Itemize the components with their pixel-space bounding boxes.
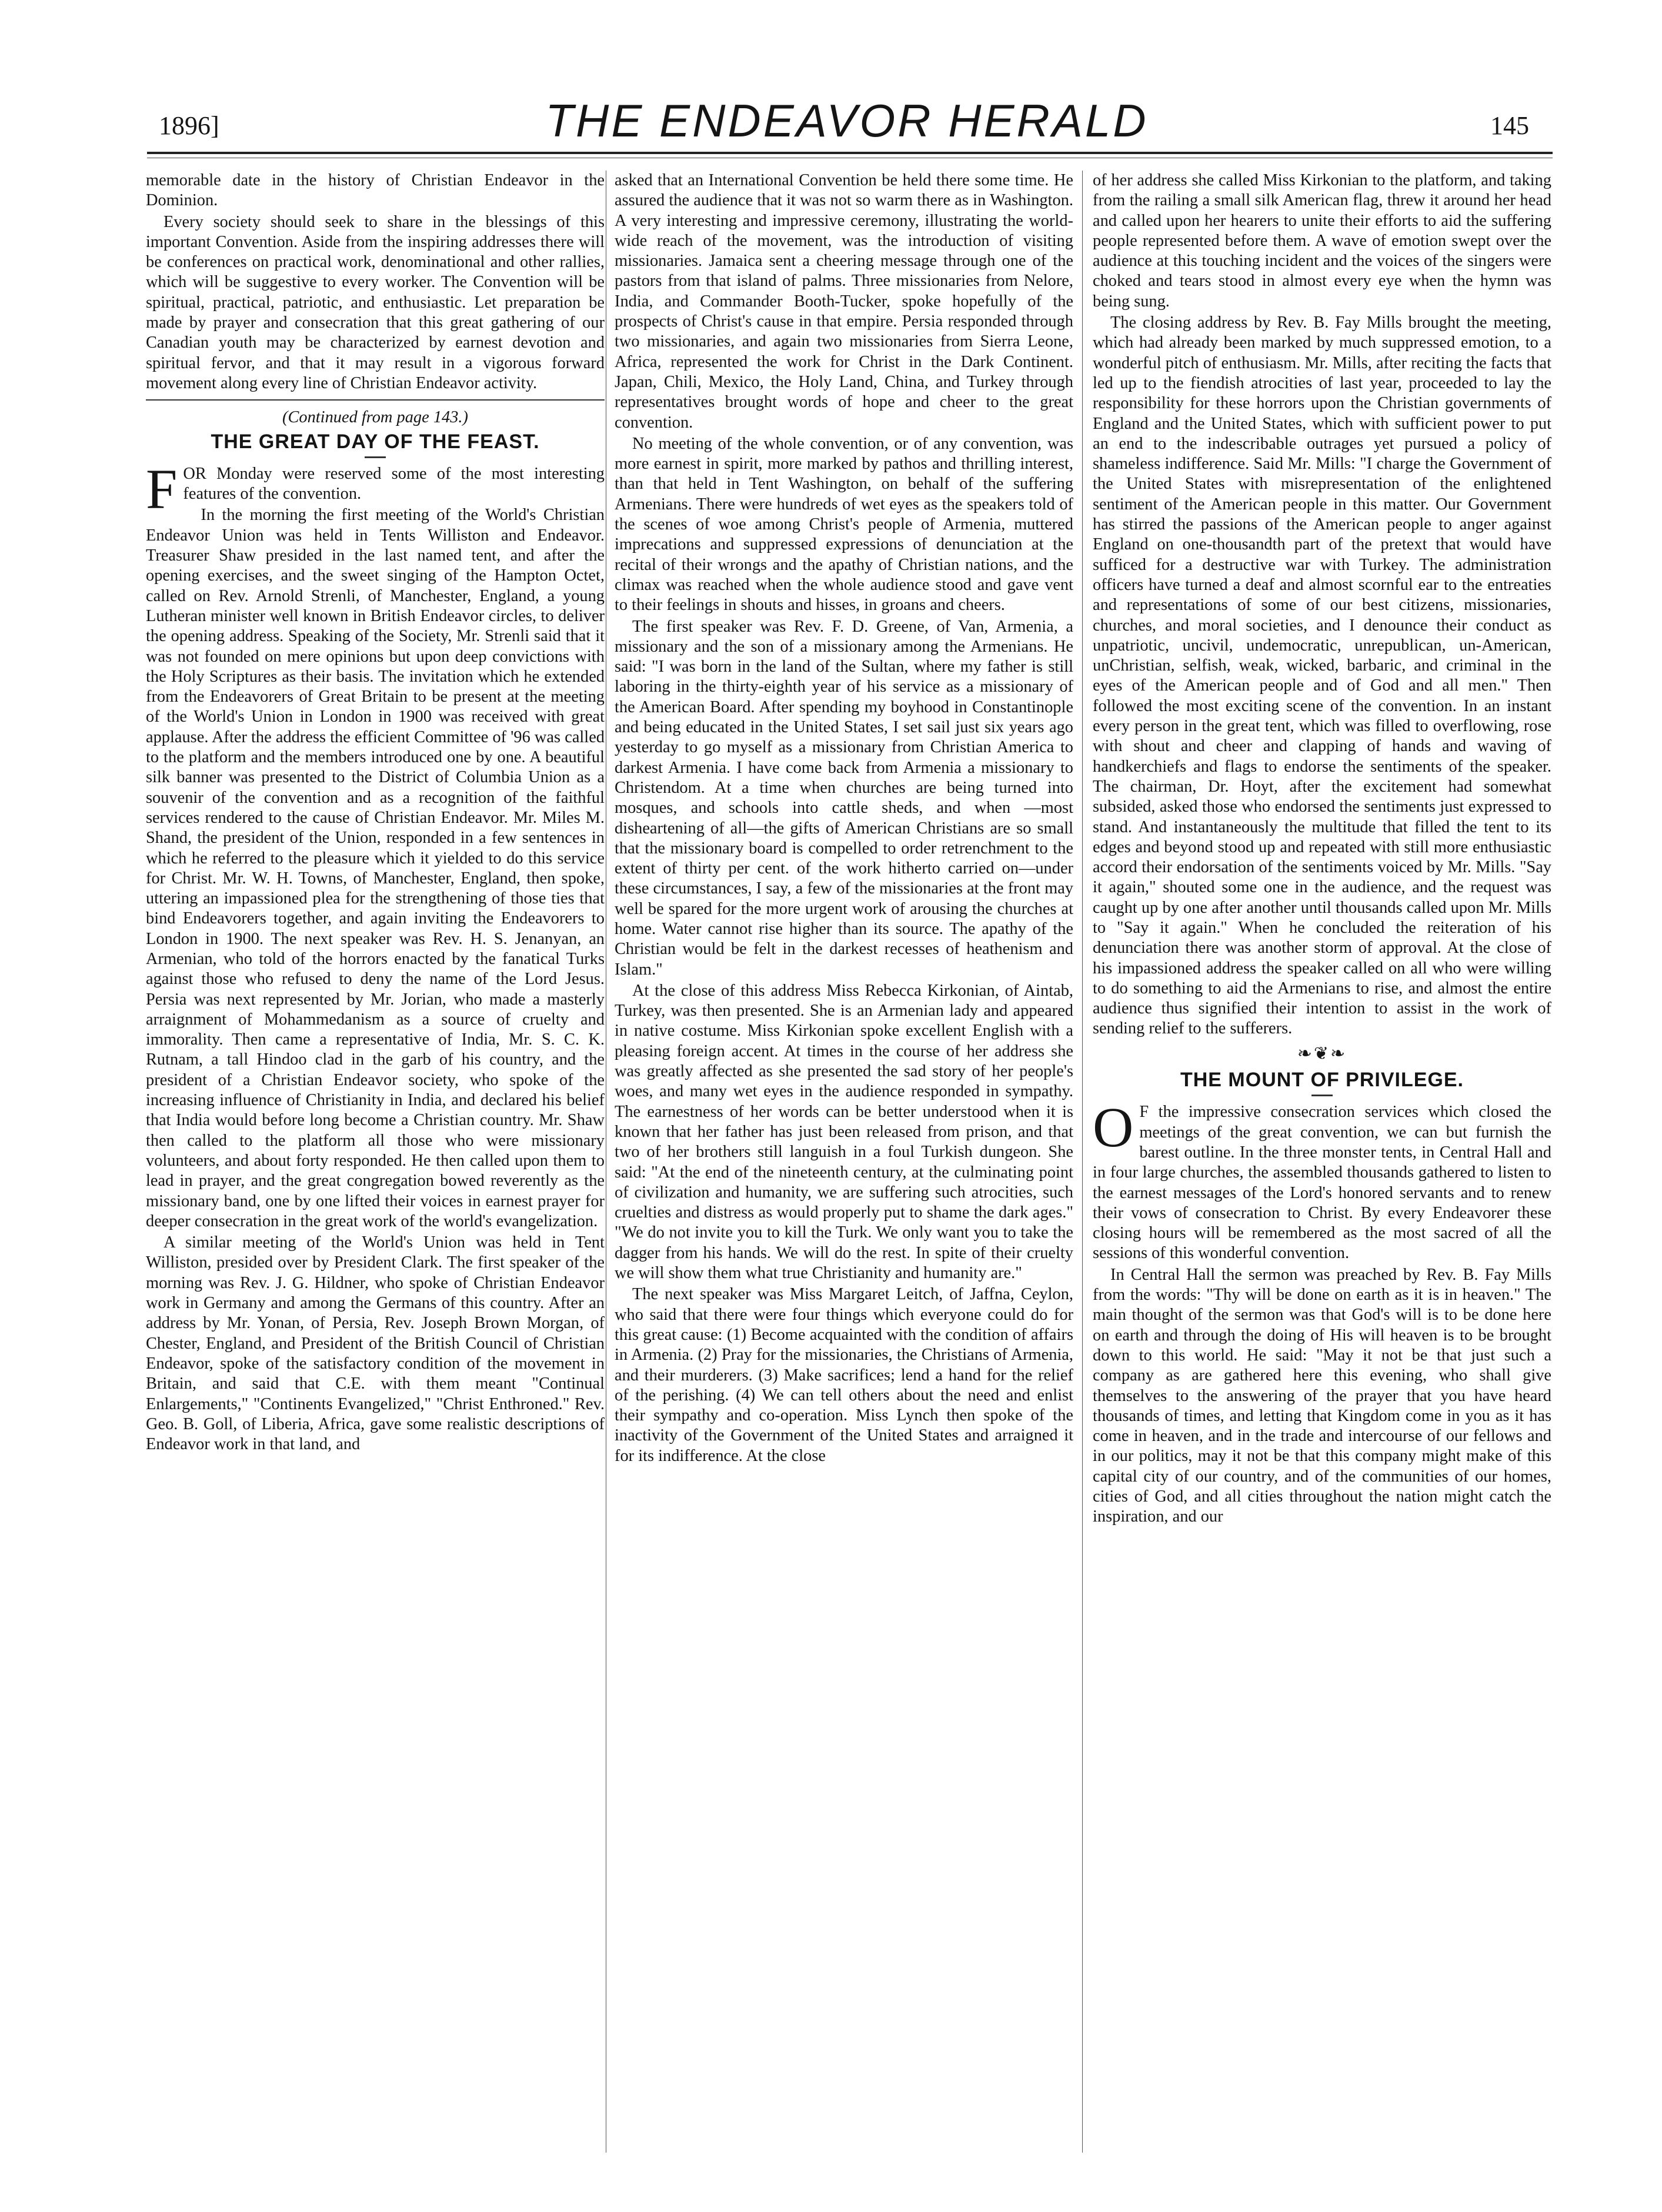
heading-rule (1311, 1095, 1333, 1096)
paragraph: Every society should seek to share in the blessings of this important Convention. Aside from the inspiring addresses there will be conferences on practical work, denominational and other rallies, which will be suggestive to every worker. The Convention will be spiritual, practical, patriotic, and enthusiastic. Let preparation be made by prayer and consecration that this great gathering of our Canadian youth may be characterized by earnest devotion and spiritual fervor, and that it may result in a vigorous forward movement along every line of Christian Endeavor activity. (146, 212, 605, 392)
section-divider (146, 399, 605, 401)
paragraph: of her address she called Miss Kirkonian to the platform, and taking from the railing a small silk American flag, threw it around her head and called upon her hearers to unite their efforts to aid the suffering people represented before them. A wave of emotion swept over the audience at this touching incident and the voices of the singers were choked and tears stood in almost every eye when the hymn was being sung. (1093, 171, 1551, 311)
paragraph: asked that an International Convention be held there some time. He assured the audience that it was not so warm there as in Washington. A very interesting and impressive ceremony, illustrating the world-wide reach of the movement, was the introduction of visiting missionaries. Jamaica sent a cheering message through one of the pastors from that island of palms. Three missionaries from Nelore, India, and Commander Booth-Tucker, spoke hopefully of the prospects of Christ's cause in that empire. Persia responded through two missionaries, and again two missionaries from Sierra Leone, Africa, represented the work for Christ in the Dark Continent. Japan, Chili, Mexico, the Holy Land, China, and Turkey through representatives brought words of hope and cheer to the great convention. (615, 171, 1073, 432)
paragraph: memorable date in the history of Christian Endeavor in the Dominion. (146, 171, 605, 210)
paragraph: In Central Hall the sermon was preached by Rev. B. Fay Mills from the words: "Thy will be done on earth as it is in heaven." The main thought of the sermon was that God's will is to be done here on earth and through the doing of His will heaven is to be brought down to this world. He said: "May it not be that just such a company as are gathered here this evening, who shall give themselves to the answering of the prayer that you have heard thousands of times, and letting that Kingdom come in you as it has come in heaven, and in the trade and intercourse of our fellows and in our politics, may it not be that this company might make of this capital city of our country, and of the communities of our homes, cities of God, and all cities throughout the nation might catch the inspiration, and our (1093, 1265, 1551, 1526)
column-3 (1093, 171, 1551, 2153)
paragraph-text: OR Monday were reserved some of the most interesting features of the convention. (183, 464, 605, 503)
article-heading: THE MOUNT OF PRIVILEGE. (1180, 1069, 1464, 1092)
page-number: 145 (1490, 111, 1529, 140)
column-rule (1082, 171, 1083, 2153)
paragraph: No meeting of the whole convention, or of any convention, was more earnest in spirit, more marked by pathos and thrilling interest, than that held in Tent Washington, on behalf of the suffering Armenians. There were hundreds of wet eyes as the speakers told of the scenes of woe among Christ's people of Armenia, muttered imprecations and suppressed expressions of denunciation at the recital of their wrongs and the apathy of Christian nations, and the climax was reached when the whole audience stood and gave vent to their feelings in shouts and hisses, in groans and cheers. (615, 434, 1073, 615)
paragraph (1093, 1096, 1551, 1263)
header-rule (147, 152, 1553, 154)
article-heading: THE GREAT DAY OF THE FEAST. (211, 430, 540, 453)
paragraph: The closing address by Rev. B. Fay Mills brought the meeting, which had already been marked by much suppressed emotion, to a wonderful pitch of enthusiasm. Mr. Mills, after reciting the facts that led up to the fiendish atrocities of last year, proceeded to lay the responsibility for these horrors upon the Christian governments of England and the United States, which with sufficient power to put an end to the indescribable outrages yet pursued a policy of shameless indifference. Said Mr. Mills: "I charge the Government of the United States with misrepresentation of the enlightened sentiment of the American people in this matter. Our Government has stirred the passions of the American people to anger against England on one-thousandth part of the pretext that would have sufficed for a destructive war with Turkey. The administration officers have turned a deaf and almost scornful ear to the entreaties and representations of some of our best citizens, missionaries, churches, and moral societies, and I denounce their conduct as unpatriotic, uncivil, undemocratic, unrepublican, un-American, unChristian, selfish, weak, wicked, barbaric, and criminal in the eyes of the American people and of God and all men." Then followed the most exciting scene of the convention. In an instant every person in the great tent, which was filled to overflowing, rose with shout and cheer and clapping of hands and waving of handkerchiefs and flags to endorse the sentiments of the speaker. The chairman, Dr. Hoyt, after the excitement had somewhat subsided, asked those who endorsed the sentiments just expressed to stand. And instantaneously the multitude that filled the tent to its edges and beyond stood up and repeated with still more enthusiastic accord their endorsation of the sentiments voiced by Mr. Mills. "Say it again," shouted some one in the audience, and the request was caught up by one after another until thousands called upon Mr. Mills to "Say it again." When he concluded the reiteration of his denunciation there was another storm of approval. At the close of his impassioned address the speaker called on all who were willing to do something to aid the Armenians to rise, and almost the entire audience thus signified their intention to assist in the work of sending relief to the sufferers. (1093, 313, 1551, 1038)
paragraph: The next speaker was Miss Margaret Leitch, of Jaffna, Ceylon, who said that there were four things which everyone could do for this great cause: (1) Become acquainted with the condition of affairs in Armenia. (2) Pray for the missionaries, the Christians of Armenia, and their murderers. (3) Make sacrifices; lend a hand for the relief of the perishing. (4) We can tell others about the need and enlist their sympathy and co-operation. Miss Lynch then spoke of the inactivity of the Government of the United States and arraigned it for its indifference. At the close (615, 1285, 1073, 1465)
heading-rule (365, 456, 386, 458)
paragraph: At the close of this address Miss Rebecca Kirkonian, of Aintab, Turkey, was then presented. She is an Armenian lady and appeared in native costume. Miss Kirkonian spoke excellent English with a pleasing foreign accent. At times in the course of her address she was greatly affected as she presented the sad story of her people's woes, and many wet eyes in the audience responded in sympathy. The earnestness of her words can be better understood when it is known that her father has just been released from prison, and that two of her brothers still languish in a foul Turkish dungeon. She said: "At the end of the nineteenth century, at the culminating point of civilization and humanity, we are suffering such atrocities, such cruelties and distress as would properly put to shame the dark ages." "We do not invite you to kill the Turk. We only want you to take the dagger from his hands. We will do the rest. In spite of their cruelty we will show them what true Christianity and humanity are." (615, 981, 1073, 1283)
masthead-title: THE ENDEAVOR HERALD (545, 95, 1149, 146)
issue-date: 1896] (159, 111, 219, 140)
column-1 (146, 171, 605, 2153)
drop-cap: O (1093, 1096, 1134, 1159)
paragraph (146, 457, 605, 521)
drop-cap: F (146, 457, 178, 521)
paragraph: In the morning the first meeting of the World's Christian Endeavor Union was held in Tents Williston and Endeavor. Treasurer Shaw presided in the last named tent, and after the opening exercises, and the sweet singing of the Hampton Octet, called on Rev. Arnold Strenli, of Manchester, England, a young Lutheran minister well known in British Endeavor circles, to deliver the opening address. Speaking of the Society, Mr. Strenli said that it was not founded on mere opinions but upon deep convictions with the Holy Scriptures as their basis. The invitation which he extended from the Endeavorers of Great Britain to be present at the meeting of the World's Union in London in 1900 was received with great applause. After the address the efficient Committee of '96 was called to the platform and the members introduced one by one. A beautiful silk banner was presented to the District of Columbia Union as a souvenir of the convention and as a recognition of the faithful services rendered to the cause of Christian Endeavor. Mr. Miles M. Shand, the president of the Union, responded in a few sentences in which he referred to the pleasure which it yielded to do this service for Christ. Mr. W. H. Towns, of Manchester, England, then spoke, uttering an impassioned plea for the strengthening of those ties that bind Endeavorers together, and again inviting the Endeavorers to London in 1900. The next speaker was Rev. H. S. Jenanyan, an Armenian, who told of the horrors enacted by the fanatical Turks against those who refused to deny the name of the Lord Jesus. Persia was next represented by Mr. Jorian, who made a masterly arraignment of Mohammedanism as a source of cruelty and immorality. Then came a representative of India, Mr. S. C. K. Rutnam, a tall Hindoo clad in the garb of his country, and the president of a Christian Endeavor society, who spoke of the increasing influence of Christianity in India, and declared his belief that India would before long become a Christian country. Mr. Shaw then called to the platform all those who were missionary volunteers, and about forty responded. He then called upon them to lead in prayer, and the great congregation bowed reverently as the missionary band, one by one lifted their voices in earnest prayer for deeper consecration in the great work of the world's evangelization. (146, 506, 605, 1230)
paragraph-text: F the impressive consecration services which closed the meetings of the great convention, we can but furnish the barest outline. In the three monster tents, in Central Hall and in four large churches, the assembled thousands gathered to listen to the earnest messages of the Lord's honored servants and to renew their vows of consecration to Christ. By every Endeavorer these closing hours will be remembered as the most sacred of all the sessions of this wonderful convention. (1093, 1103, 1551, 1263)
page-header (147, 94, 1547, 159)
ornament-icon: ❧❦❧ (1297, 1043, 1347, 1063)
paragraph: The first speaker was Rev. F. D. Greene, of Van, Armenia, a missionary and the son of a missionary among the Armenians. He said: "I was born in the land of the Sultan, where my father is still laboring in the thirty-eighth year of his service as a missionary of the American Board. After spending my boyhood in Constantinople and being educated in the United States, I set sail just six years ago yesterday to go myself as a missionary from Christian America to darkest Armenia. I have come back from Armenia a missionary to Christendom. At a time when churches are being turned into mosques, and schools into cattle sheds, and when —most disheartening of all—the gifts of American Christians are so small that the missionary board is compelled to order retrenchment to the extent of thirty per cent. of the work hitherto carried on—under these circumstances, I say, a few of the missionaries at the front may well be spared for the more urgent work of arousing the churches at home. Water cannot rise higher than its source. The apathy of the Christian would be felt in the darkest recesses of heathenism and Islam." (615, 617, 1073, 979)
paragraph: A similar meeting of the World's Union was held in Tent Williston, presided over by President Clark. The first speaker of the morning was Rev. J. G. Hildner, who spoke of Christian Endeavor work in Germany and among the Germans of this country. After an address by Mr. Yonan, of Persia, Rev. Joseph Brown Morgan, of Chester, England, and President of the British Council of Christian Endeavor, spoke of the satisfactory condition of the movement in Britain, and said that C.E. with them meant "Continual Enlargements," "Continents Evangelized," "Christ Enthroned." Rev. Geo. B. Goll, of Liberia, Africa, gave some realistic descriptions of Endeavor work in that land, and (146, 1233, 605, 1454)
continued-note: (Continued from page 143.) (282, 408, 468, 427)
column-2 (615, 171, 1073, 2153)
